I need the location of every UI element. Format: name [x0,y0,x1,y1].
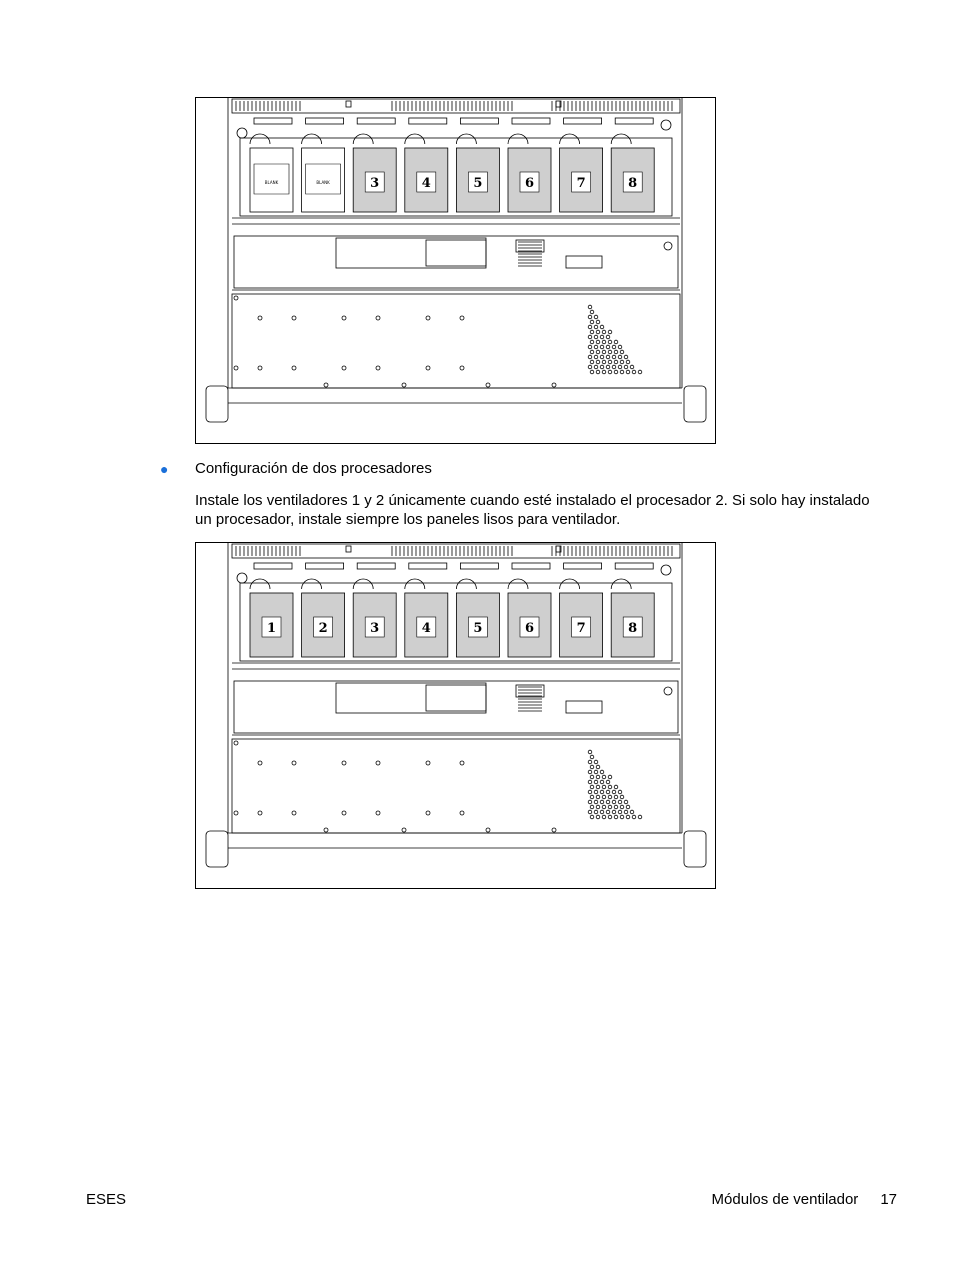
mount-hole [460,366,464,370]
mount-hole [292,811,296,815]
screw [237,573,247,583]
server-fan-diagram [196,543,715,888]
fan-module [456,148,499,212]
slot-tab [460,563,498,569]
slot-tab [615,118,653,124]
mount-hole [342,811,346,815]
fan-number: 3 [370,621,380,636]
mount-hole [258,366,262,370]
fan-number: 4 [421,176,431,191]
vent-pattern [588,750,642,819]
fan-module [611,148,654,212]
slot-tab [409,118,447,124]
screw [237,128,247,138]
fan-module [353,148,396,212]
slot-tab [615,563,653,569]
fan-module [508,148,551,212]
slot-tab [564,118,602,124]
mount-hole [460,761,464,765]
fan-module [560,148,603,212]
blank-label: BLANK [316,180,330,185]
mount-hole [486,828,490,832]
right-foot [684,831,706,867]
fan-number: 8 [628,621,638,636]
chassis-outline [228,543,682,833]
slot-tab [357,563,395,569]
fan-number: 6 [524,621,535,636]
blank-label: BLANK [264,180,279,185]
mount-hole [376,761,380,765]
fan-module [456,593,499,657]
top-vent-strip [232,544,680,558]
mount-hole [234,296,238,300]
mount-hole [426,366,430,370]
fan-number: 1 [266,621,277,636]
mount-hole [342,366,346,370]
mount-hole [324,828,328,832]
right-foot [684,386,706,422]
fan-number: 3 [370,176,380,191]
mount-hole [402,828,406,832]
mount-hole [552,383,556,387]
fan-slots [250,148,654,212]
screw [661,565,671,575]
mount-hole [552,828,556,832]
board-area [234,236,678,288]
slot-tab [254,118,292,124]
fan-number: 2 [318,621,328,636]
blank-panel [302,148,345,212]
mount-hole [426,316,430,320]
slot-tab [254,563,292,569]
slot-tab [564,563,602,569]
mount-hole [342,761,346,765]
figure-fan-config-one-processor [195,97,716,444]
slot-tab [460,118,498,124]
fan-number: 4 [421,621,431,636]
mount-hole [426,811,430,815]
mount-hole [234,811,238,815]
mount-hole [324,383,328,387]
fan-number: 7 [576,176,586,191]
mount-hole [376,366,380,370]
mount-hole [234,741,238,745]
board-area [234,681,678,733]
mount-hole [376,811,380,815]
fan-number: 7 [576,621,586,636]
bullet-icon: ● [160,461,169,477]
mount-hole [258,316,262,320]
fan-module [405,148,448,212]
fan-module [560,593,603,657]
left-foot [206,386,228,422]
mount-hole [258,761,262,765]
fan-module [353,593,396,657]
fan-module [508,593,551,657]
mount-hole [234,366,238,370]
fan-slots [250,593,654,657]
slot-tab [306,563,344,569]
bottom-tray [232,739,680,833]
mount-hole [292,366,296,370]
mount-hole [258,811,262,815]
fan-number: 6 [524,176,535,191]
chassis [206,543,706,867]
mount-hole [460,316,464,320]
server-fan-diagram [196,98,715,443]
page-number: 17 [880,1191,897,1208]
chassis [206,98,706,422]
bottom-tray [232,294,680,388]
fan-module [250,593,293,657]
slot-tab [357,118,395,124]
fan-number: 8 [628,176,638,191]
fan-module [611,593,654,657]
slot-tab [512,118,550,124]
mount-hole [460,811,464,815]
footer-section [712,1191,897,1208]
fan-module [302,593,345,657]
fan-number: 5 [473,176,483,191]
slot-tab [512,563,550,569]
mount-hole [342,316,346,320]
mount-hole [402,383,406,387]
bullet-title: Configuración de dos procesadores [195,460,432,477]
blank-panel [250,148,293,212]
chassis-outline [228,98,682,388]
vent-pattern [588,305,642,374]
mount-hole [486,383,490,387]
instruction-paragraph: Instale los ventiladores 1 y 2 únicamente cuando esté instalado el procesador 2. Si solo hay instalado un procesador, instale siempre los paneles lisos para ventilador. [195,492,870,528]
slot-tab [306,118,344,124]
figure-fan-config-two-processors [195,542,716,889]
footer-locale: ESES [86,1191,127,1208]
mount-hole [426,761,430,765]
mount-hole [292,761,296,765]
mount-hole [376,316,380,320]
screw [661,120,671,130]
slot-tab [409,563,447,569]
top-vent-strip [232,99,680,113]
footer-section-title: Módulos de ventilador [711,1191,859,1208]
fan-module [405,593,448,657]
fan-number: 5 [473,621,483,636]
mount-hole [292,316,296,320]
left-foot [206,831,228,867]
